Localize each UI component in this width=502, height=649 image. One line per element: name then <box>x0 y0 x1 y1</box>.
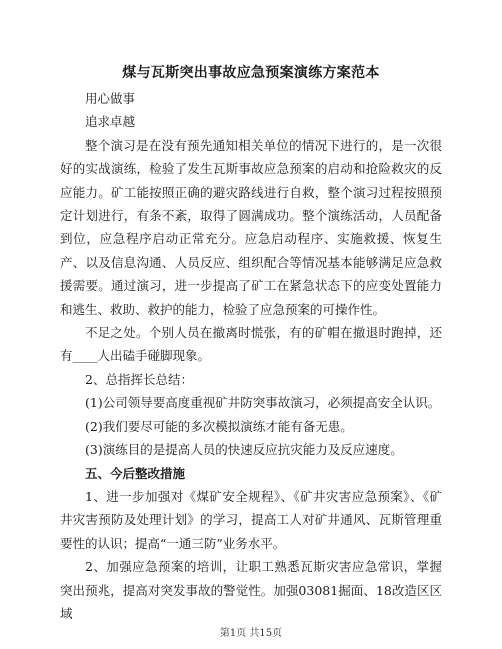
paragraph-shortcomings: 不足之处。个别人员在撤离时慌张，有的矿帽在撤退时跑掉，还有____人出磕手碰脚现象。 <box>60 325 442 364</box>
measure-item-1: 1、进一步加强对《煤矿安全规程》、《矿井灾害应急预案》、《矿井灾害预防及处理计划》的学习，提高工人对矿井通风、瓦斯管理重要性的认识；提高“一通三防”业务水平。 <box>60 488 442 551</box>
slogan-line-2: 追求卓越 <box>85 114 136 130</box>
page-footer: 第1页 共15页 <box>219 628 283 639</box>
measure-item-2: 2、加强应急预案的培训，让职工熟悉瓦斯灾害应急常识，掌握突出预兆，提高对突发事故的警觉性。加强03081掘面、18改造区区域 <box>60 559 442 621</box>
document-title: 煤与瓦斯突出事故应急预案演练方案范本 <box>122 65 380 81</box>
slogan-line-1: 用心做事 <box>85 91 136 106</box>
section-heading-rectification: 五、今后整改措施 <box>85 465 186 481</box>
paragraph-drill-summary: 整个演习是在没有预先通知相关单位的情况下进行的，是一次很好的实战演练，检验了发生瓦斯事故应急预案的启动和抢险救灾的反应能力。矿工能按照正确的避灾路线进行自救，整个演习过程按照预定计划进行，有条不紊，取得了圆满成功。整个演练活动，人员配备到位，应急程序启动正常充分。应急启动程序、实施救援、恢复生产、以及信息沟通、人员反应、组织配合等情况基本能够满足应急救援需要。通过演习，进一步提高了矿工在紧急状态下的应变处置能力和逃生、救助、救护的能力，检验了应急预案的可操作性。 <box>60 137 442 317</box>
document-body <box>60 87 442 625</box>
item-commander-summary: 2、总指挥长总结： <box>85 371 193 387</box>
list-item-1: (1)公司领导要高度重视矿井防突事故演习，必须提高安全认识。 <box>85 395 441 411</box>
list-item-2: (2)我们要尽可能的多次模拟演练才能有备无患。 <box>85 418 353 434</box>
list-item-3: (3)演练目的是提高人员的快速反应抗灾能力及反应速度。 <box>85 442 403 458</box>
